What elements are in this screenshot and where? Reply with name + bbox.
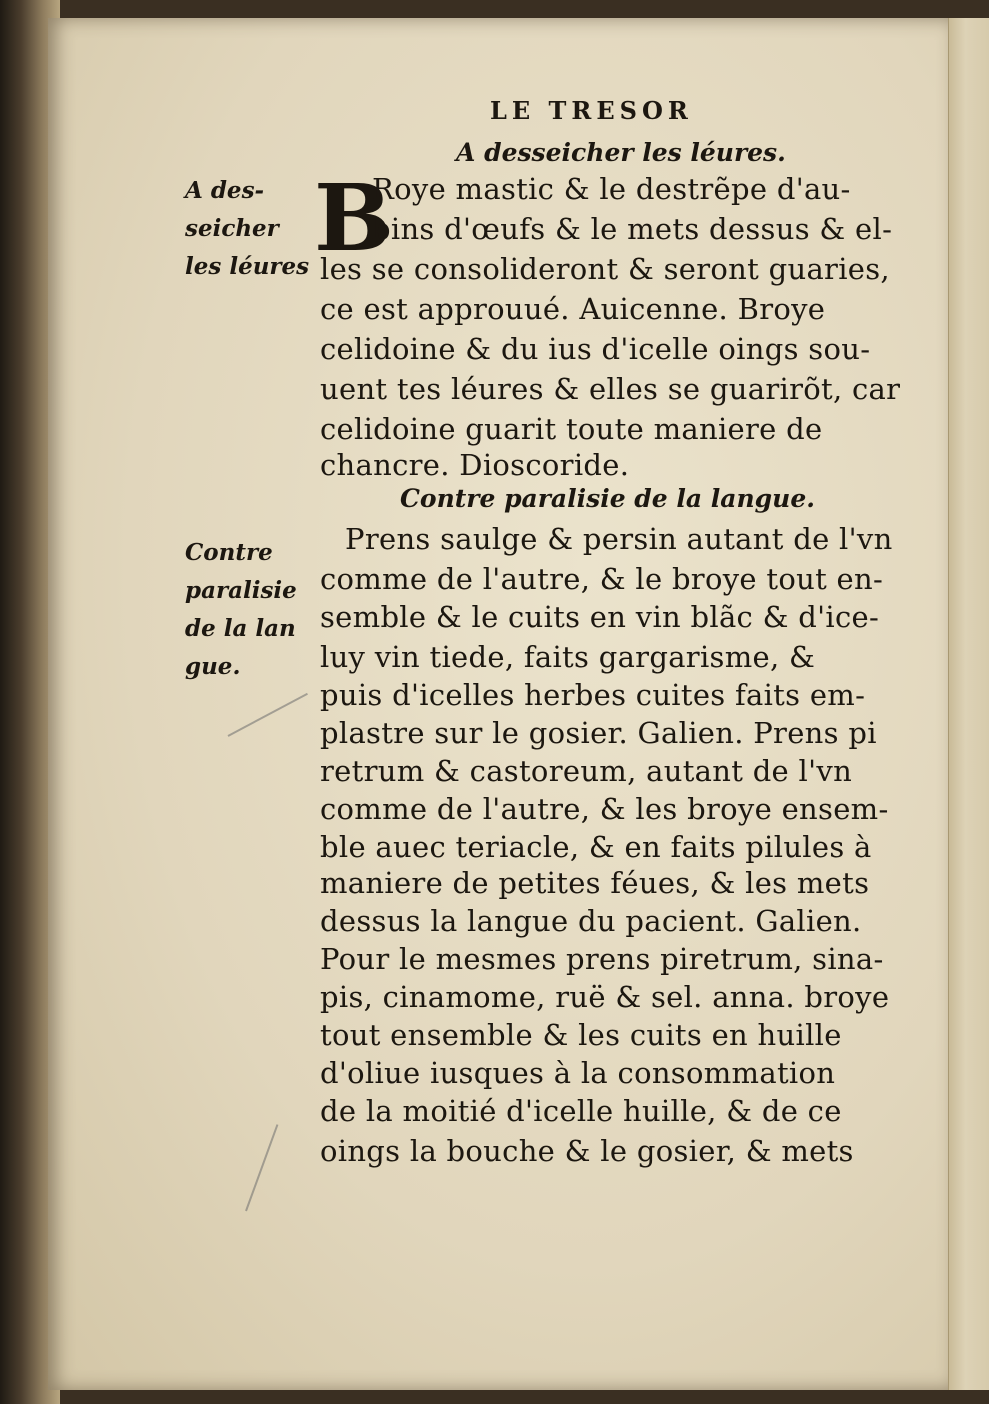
text-line: ble auec teriacle, & en faits pilules à: [320, 830, 872, 864]
margin-note-line: seicher: [185, 215, 279, 242]
facing-page-edge: [948, 18, 989, 1390]
margin-note-line: de la lan: [185, 615, 296, 642]
text-line: bins d'œufs & le mets dessus & el-: [372, 212, 893, 246]
text-line: Prens saulge & persin autant de l'vn: [345, 522, 893, 556]
text-line: retrum & castoreum, autant de l'vn: [320, 754, 853, 788]
text-line: Roye mastic & le destrẽpe d'au-: [372, 172, 851, 206]
margin-note-paralisie: [185, 534, 315, 686]
text-line: oings la bouche & le gosier, & mets: [320, 1134, 854, 1168]
text-line: celidoine & du ius d'icelle oings sou-: [320, 332, 871, 366]
text-line: luy vin tiede, faits gargarisme, &: [320, 640, 816, 674]
text-line: de la moitié d'icelle huille, & de ce: [320, 1094, 842, 1128]
text-line: comme de l'autre, & le broye tout en-: [320, 562, 884, 596]
text-line: uent tes léures & elles se guarirõt, car: [320, 372, 901, 406]
margin-note-line: paralisie: [185, 577, 297, 604]
text-line: tout ensemble & les cuits en huille: [320, 1018, 842, 1052]
text-line: les se consolideront & seront guaries,: [320, 252, 890, 286]
running-head: LE TRESOR: [490, 96, 693, 125]
text-line: semble & le cuits en vin blãc & d'ice-: [320, 600, 880, 634]
text-line: comme de l'autre, & les broye ensem-: [320, 792, 889, 826]
drop-cap: B: [314, 164, 392, 272]
text-line: dessus la langue du pacient. Galien.: [320, 904, 862, 938]
margin-note-desseicher: [185, 172, 315, 286]
margin-note-line: A des-: [185, 177, 265, 204]
margin-note-line: Contre: [185, 539, 273, 566]
text-line: plastre sur le gosier. Galien. Prens pi: [320, 716, 877, 750]
margin-note-line: les léures: [185, 253, 310, 280]
text-line: ce est approuué. Auicenne. Broye: [320, 292, 826, 326]
text-line: maniere de petites féues, & les mets: [320, 866, 870, 900]
text-line: pis, cinamome, ruë & sel. anna. broye: [320, 980, 890, 1014]
text-line: Pour le mesmes prens piretrum, sina-: [320, 942, 884, 976]
text-line: celidoine guarit toute maniere de: [320, 412, 823, 446]
section-heading-paralisie: Contre paralisie de la langue.: [400, 484, 815, 513]
section-heading-desseicher: A desseicher les léures.: [456, 138, 786, 167]
text-line: d'oliue iusques à la consommation: [320, 1056, 836, 1090]
text-line: puis d'icelles herbes cuites faits em-: [320, 678, 866, 712]
text-line: chancre. Dioscoride.: [320, 448, 630, 482]
margin-note-line: gue.: [185, 653, 241, 680]
